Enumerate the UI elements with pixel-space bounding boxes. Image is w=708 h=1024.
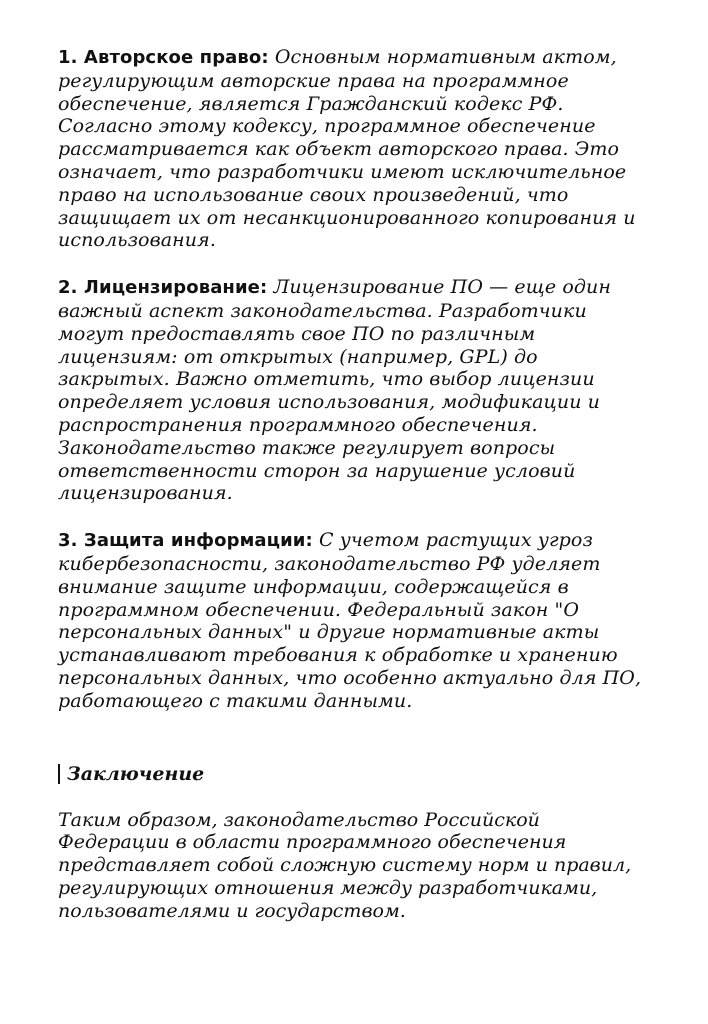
section-data-protection	[58, 529, 648, 712]
spacer	[58, 252, 648, 276]
spacer	[58, 713, 648, 763]
section-text: С учетом растущих угроз кибербезопасности, законодательство РФ уделяет внимание защите информации, содержащейся в программном обеспечении. Федеральный закон "О персональных данных" и другие нормативные акты устанавливают требования к обработке и хранению персональных данных, что особенно актуально для ПО, работающего с такими данными.	[58, 529, 642, 712]
heading-bar	[58, 764, 60, 784]
spacer	[58, 505, 648, 529]
section-term: 2. Лицензирование:	[58, 277, 268, 299]
spacer	[58, 785, 648, 809]
section-text: Лицензирование ПО — еще один важный аспект законодательства. Разработчики могут предоставлять свое ПО по различным лицензиям: от открытых (например, GPL) до закрытых. Важно отметить, что выбор лицензии определяет условия использования, модификации и распространения программного обеспечения. Законодательство также регулирует вопросы ответственности сторон за нарушение условий лицензирования.	[58, 276, 611, 505]
section-text: Основным нормативным актом, регулирующим авторские права на программное обеспечение, является Гражданский кодекс РФ. Согласно этому кодексу, программное обеспечение рассматривается как объект авторского права. Это означает, что разработчики имеют исключительное право на использование своих произведений, что защищает их от несанкционированного копирования и использования.	[58, 46, 636, 252]
section-term: 3. Защита информации:	[58, 530, 313, 552]
conclusion-text: Таким образом, законодательство Российской Федерации в области программного обеспечения представляет собой сложную систему норм и правил, регулирующих отношения между разработчиками, пользователями и государством.	[58, 808, 632, 922]
conclusion-heading-text: Заключение	[67, 762, 205, 785]
section-copyright	[58, 46, 648, 252]
conclusion-heading	[58, 763, 648, 785]
section-term: 1. Авторское право:	[58, 47, 269, 68]
section-licensing	[58, 276, 648, 505]
document-page	[58, 46, 648, 923]
